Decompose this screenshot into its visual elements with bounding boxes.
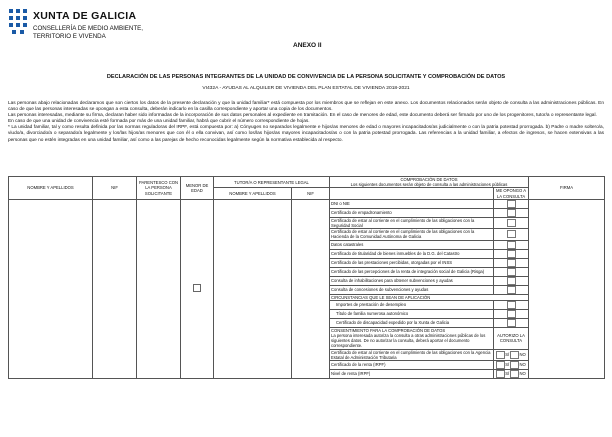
members-table: [8, 176, 605, 379]
oppose-checkbox[interactable]: [507, 301, 516, 309]
oppose-cell: [494, 240, 529, 249]
document-title: DECLARACIÓN DE LAS PERSONAS INTEGRANTES DE LA UNIDAD DE CONVIVENCIA DE LA PERSONA SOLICITANTE Y COMPROBACIÓN DE DATOS: [106, 74, 506, 80]
signature-cell[interactable]: [529, 199, 605, 378]
no-label: NO: [519, 371, 526, 377]
consent-yes-no: [494, 361, 529, 370]
doc-label: DNI o NIE: [330, 199, 494, 208]
doc-label: Certificado de estar al corriente en el cumplimiento de las obligaciones con la Seguridad Social: [330, 217, 494, 228]
oppose-checkbox[interactable]: [507, 286, 516, 294]
intro-text: [8, 101, 604, 144]
document-subtitle: VI432A - AYUDAS AL ALQUILER DE VIVIENDA DEL PLAN ESTATAL DE VIVIENDA 2018-2021: [202, 86, 410, 91]
consent-doc-label: Certificado de la renta (IRPF): [330, 361, 494, 370]
no-label: NO: [519, 351, 526, 357]
yes-label: SÍ: [505, 351, 510, 357]
oppose-checkbox[interactable]: [507, 277, 516, 285]
col-name-header: NOMBRE Y APELLIDOS: [9, 177, 93, 200]
oppose-cell: [494, 217, 529, 228]
minor-checkbox[interactable]: [193, 284, 201, 292]
tutor-name-cell[interactable]: [214, 199, 292, 378]
oppose-cell: [494, 267, 529, 276]
intro-paragraph-2: Las personas interesadas, mediante su firma, declaran haber sido informadas de la incorporación de sus datos personales al expediente en tramitación. En el caso de menores de edad, este documento deberá ser firmado por uno de los progenitores, tutor/a o representante legal.: [8, 113, 597, 119]
header: [8, 8, 604, 68]
yes-label: SÍ: [505, 371, 510, 377]
consent-yes-no: [494, 370, 529, 379]
col-comprobacion-header: [330, 177, 529, 188]
col-tutor-header: TUTOR/A O REPRESENTANTE LEGAL: [214, 177, 330, 188]
oppose-cell: [494, 318, 529, 327]
oppose-cell: [494, 208, 529, 217]
consent-doc-label: Nivel de renta (IRPF): [330, 370, 494, 379]
col-tutor-name-header: NOMBRE Y APELLIDOS: [214, 188, 292, 199]
doc-label: Certificado de empadronamiento: [330, 208, 494, 217]
intro-paragraph-4: * La unidad familiar, tal y como resulta definida por las normas reguladoras del IRPF, está compuesta por: a) Cónyuges no separados legalmente e hijos/as menores de edad o mayores incapacitados/as judicialmente o con la patria potestad prorrogada. b) Padre o madre soltero/a, viudo/a, divorciado/a o separado/a legalmente y los/las hijos/as menores que con él o ella convivan, así como los/las hijos/as mayores incapacitados/as o con la patria potestad prorrogada. Las referencias a la unidad familiar, a efectos de ingresos, se hacen extensivas a las personas que no estén integradas en una unidad familiar, así como a las parejas de hecho reconocidas legalmente según la normativa establecida al respecto.: [8, 125, 604, 143]
yes-checkbox[interactable]: [496, 351, 505, 359]
department-line-1: CONSELLERÍA DE MEDIO AMBIENTE,: [33, 25, 144, 32]
oppose-cell: [494, 229, 529, 240]
col-oppose-header: ME OPONGO A LA CONSULTA: [494, 188, 529, 199]
oppose-cell: [494, 276, 529, 285]
member-name-cell[interactable]: [9, 199, 93, 378]
consent-text: La persona interesada autoriza la consulta a otras administraciones públicas de los siguientes datos. De no autorizar la consulta, deberá aportar el documento correspondiente.: [331, 333, 486, 349]
consent-header: CONSENTIMIENTO PARA LA COMPROBACIÓN DE DATOS: [331, 327, 446, 333]
consent-doc-label: Certificado de estar al corriente en el cumplimiento de las obligaciones con la Agencia Estatal de Administración Tributaria: [330, 349, 494, 360]
tutor-nif-cell[interactable]: [292, 199, 330, 378]
col-minor-header: MENOR DE EDAD: [181, 177, 214, 200]
col-authorize-header: AUTORIZO LA CONSULTA: [494, 327, 529, 349]
annex-label: ANEXO II: [293, 42, 322, 49]
department-line-2: TERRITORIO E VIVENDA: [33, 33, 106, 40]
oppose-checkbox[interactable]: [507, 241, 516, 249]
doc-label: Consulta de inhabilitaciones para obtener subvenciones y ayudas: [330, 276, 494, 285]
no-label: NO: [519, 362, 526, 368]
yes-label: SÍ: [505, 362, 510, 368]
oppose-cell: [494, 249, 529, 258]
department-name: [33, 25, 143, 41]
doc-label: Certificado de las percepciones de la renta de integración social de Galicia (Risga): [330, 267, 494, 276]
comprobacion-subtitle: Los siguientes documentos serán objeto de consulta a las administraciones públicas: [350, 182, 508, 188]
doc-label: Certificado de titularidad de bienes inmuebles de la D.G. del Catastro: [330, 249, 494, 258]
yes-checkbox[interactable]: [496, 361, 505, 369]
oppose-cell: [494, 285, 529, 294]
oppose-checkbox[interactable]: [507, 219, 516, 227]
oppose-cell: [494, 300, 529, 309]
oppose-checkbox[interactable]: [507, 230, 516, 238]
oppose-checkbox[interactable]: [507, 319, 516, 327]
xunta-coat-of-arms-icon: [8, 8, 28, 36]
table-header-row: [9, 177, 605, 188]
col-tutor-nif-header: NIF: [292, 188, 330, 199]
oppose-checkbox[interactable]: [507, 250, 516, 258]
intro-paragraph-1: Las personas abajo relacionadas declaramos que son ciertos los datos de la presente declaración y que la unidad familiar* está compuesta por los miembros que se reflejan en este anexo. Los documentos relacionados serán objeto de consulta a las administraciones públicas. En caso de que las personas interesadas se opongan a esta consulta, deberán indicarlo en la casilla correspondiente y aportar una copia de los documentos.: [8, 101, 604, 113]
oppose-cell: [494, 258, 529, 267]
member-nif-cell[interactable]: [93, 199, 137, 378]
consent-header-cell: [330, 327, 494, 349]
circumstance-label: Importes de prestación de desempleo: [330, 300, 494, 309]
doc-label: Consulta de concesiones de subvenciones y ayudas: [330, 285, 494, 294]
oppose-checkbox[interactable]: [507, 209, 516, 217]
col-nif-header: NIF: [93, 177, 137, 200]
oppose-checkbox[interactable]: [507, 259, 516, 267]
member-relationship-cell[interactable]: [137, 199, 181, 378]
oppose-checkbox[interactable]: [507, 200, 516, 208]
doc-label: Certificado de las prestaciones percibidas, otorgadas por el INSS: [330, 258, 494, 267]
consent-yes-no: [494, 349, 529, 360]
doc-label: Certificado de estar al corriente en el cumplimiento de las obligaciones con la Hacienda de la Comunidad Autónoma de Galicia: [330, 229, 494, 240]
doc-label: Datos catastrales: [330, 240, 494, 249]
col-relationship-header: PARENTESCO CON LA PERSONA SOLICITANTE: [137, 177, 181, 200]
col-signature-header: FIRMA: [529, 177, 605, 200]
comprobacion-title: COMPROBACIÓN DE DATOS: [400, 177, 458, 182]
circumstances-header: CIRCUNSTANCIAS QUE LE SEAN DE APLICACIÓN: [330, 294, 529, 300]
oppose-checkbox[interactable]: [507, 310, 516, 318]
intro-paragraph-3: En caso de que una unidad de convivencia esté formada por más de una unidad familiar, habrá que cubrir el número correspondiente de hojas.: [8, 119, 310, 125]
yes-checkbox[interactable]: [496, 370, 505, 378]
oppose-checkbox[interactable]: [507, 268, 516, 276]
org-name: XUNTA DE GALICIA: [33, 10, 137, 22]
circumstance-label: Certificado de discapacidad expedido por la Xunta de Galicia: [330, 318, 494, 327]
member-minor-cell: [181, 199, 214, 378]
col-document-header: [330, 188, 494, 199]
doc-row: [9, 199, 605, 208]
oppose-cell: [494, 199, 529, 208]
circumstance-label: Título de familia numerosa autonómico: [330, 309, 494, 318]
oppose-cell: [494, 309, 529, 318]
